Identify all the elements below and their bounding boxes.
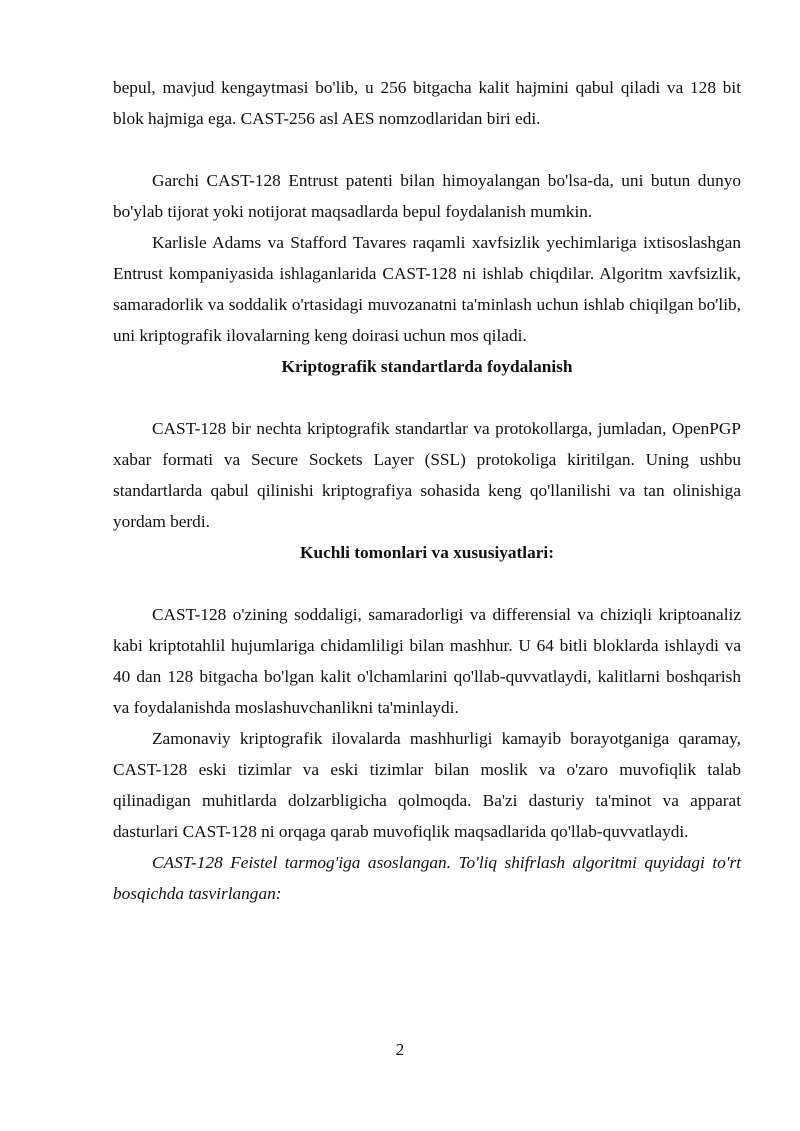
document-page (113, 72, 741, 909)
heading-standards: Kriptografik standartlarda foydalanish (281, 357, 573, 376)
paragraph-strengths: CAST-128 o'zining soddaligi, samaradorligi va differensial va chiziqli kriptoanaliz kabi kriptotahlil hujumlariga chidamliligi bilan mashhur. U 64 bitli bloklarda ishlaydi va 40 dan 128 bitgacha bo'lgan kalit o'lchamlarini qo'llab-quvvatlaydi, kalitlarni boshqarish va foydalanishda moslashuvchanlikni ta'minlaydi. (113, 605, 741, 717)
paragraph-authors: Karlisle Adams va Stafford Tavares raqamli xavfsizlik yechimlariga ixtisoslashgan Entrust kompaniyasida ishlaganlarida CAST-128 ni ishlab chiqdilar. Algoritm xavfsizlik, samaradorlik va soddalik o'rtasidagi muvozanatni ta'minlash uchun ishlab chiqilgan bo'lib, uni kriptografik ilovalarning keng doirasi uchun mos qiladi. (113, 233, 741, 345)
heading-strengths: Kuchli tomonlari va xususiyatlari: (300, 543, 554, 562)
paragraph-feistel: CAST-128 Feistel tarmog'iga asoslangan. To'liq shifrlash algoritmi quyidagi to'rt bosqichda tasvirlangan: (113, 853, 741, 903)
paragraph-standards: CAST-128 bir nechta kriptografik standartlar va protokollarga, jumladan, OpenPGP xabar formati va Secure Sockets Layer (SSL) protokoliga kiritilgan. Uning ushbu standartlarda qabul qilinishi kriptografiya sohasida keng qo'llanilishi va tan olinishiga yordam berdi. (113, 419, 741, 531)
paragraph-patent: Garchi CAST-128 Entrust patenti bilan himoyalangan bo'lsa-da, uni butun dunyo bo'ylab tijorat yoki notijorat maqsadlarda bepul foydalanish mumkin. (113, 171, 741, 221)
page-number: 2 (395, 1040, 405, 1059)
paragraph-cast256-continuation: bepul, mavjud kengaytmasi bo'lib, u 256 bitgacha kalit hajmini qabul qiladi va 128 bit blok hajmiga ega. CAST-256 asl AES nomzodlaridan biri edi. (113, 78, 741, 128)
paragraph-legacy: Zamonaviy kriptografik ilovalarda mashhurligi kamayib borayotganiga qaramay, CAST-128 eski tizimlar va eski tizimlar bilan moslik va o'zaro muvofiqlik talab qilinadigan muhitlarda dolzarbligicha qolmoqda. Ba'zi dasturiy ta'minot va apparat dasturlari CAST-128 ni orqaga qarab muvofiqlik maqsadlarida qo'llab-quvvatlaydi. (113, 729, 741, 841)
